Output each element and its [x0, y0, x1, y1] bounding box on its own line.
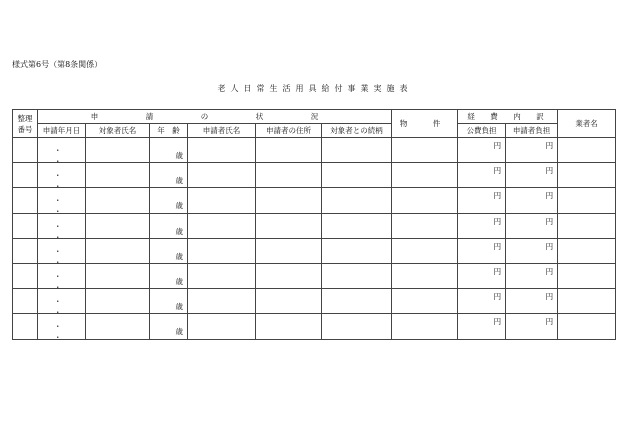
header-shinseisha-futan: 申請者負担 [506, 124, 558, 138]
cell-shinseisha-address [256, 213, 322, 238]
cell-bukken [392, 213, 458, 238]
cell-gyosha [558, 289, 616, 314]
age-unit: 歳 [175, 201, 183, 211]
table-row [13, 314, 616, 339]
cell-seiri-no [13, 138, 38, 163]
cell-shinseisha-name [188, 138, 256, 163]
cell-shinseisha-name [188, 163, 256, 188]
cell-shinseisha-futan [506, 263, 558, 288]
cell-shinseisha-address [256, 138, 322, 163]
yen-unit: 円 [493, 266, 502, 276]
cell-zokugara [322, 314, 392, 339]
cell-nenrei [150, 163, 188, 188]
cell-seiri-no [13, 263, 38, 288]
cell-nenrei [150, 238, 188, 263]
cell-gyosha [558, 263, 616, 288]
cell-zokugara [322, 138, 392, 163]
age-unit: 歳 [175, 276, 183, 286]
cell-shinsei-date [38, 263, 86, 292]
page-title: 老人日常生活用具給付事業実施表 [217, 84, 413, 93]
table-row [13, 138, 616, 163]
cell-shinsei-date [38, 289, 86, 318]
cell-shinseisha-futan [506, 213, 558, 238]
date-dots: ・ ・ [54, 171, 70, 192]
yen-unit: 円 [545, 166, 554, 176]
cell-shinseisha-futan [506, 188, 558, 213]
cell-shinseisha-name [188, 289, 256, 314]
yen-unit: 円 [545, 216, 554, 226]
cell-shinseisha-address [256, 163, 322, 188]
cell-nenrei [150, 138, 188, 163]
yen-unit: 円 [493, 216, 502, 226]
cell-kohi [458, 314, 506, 339]
cell-taishosha-name [86, 314, 150, 339]
cell-gyosha [558, 213, 616, 238]
cell-kohi [458, 138, 506, 163]
cell-seiri-no [13, 314, 38, 339]
header-zokugara: 対象者との続柄 [322, 124, 392, 138]
date-dots: ・ ・ [54, 271, 70, 292]
header-shinsei-jokyo: 申 請 の 状 況 [38, 110, 392, 124]
yen-unit: 円 [493, 191, 502, 201]
date-dots: ・ ・ [54, 297, 70, 318]
cell-shinseisha-address [256, 238, 322, 263]
cell-gyosha [558, 163, 616, 188]
cell-bukken [392, 263, 458, 288]
age-unit: 歳 [175, 302, 183, 312]
cell-zokugara [322, 289, 392, 314]
cell-shinsei-date [38, 314, 86, 343]
cell-kohi [458, 213, 506, 238]
cell-shinseisha-address [256, 263, 322, 288]
cell-shinseisha-name [188, 314, 256, 339]
cell-taishosha-name [86, 163, 150, 188]
cell-taishosha-name [86, 263, 150, 288]
cell-bukken [392, 163, 458, 188]
cell-bukken [392, 138, 458, 163]
header-shinseisha-address: 申請者の住所 [256, 124, 322, 138]
cell-shinsei-date [38, 163, 86, 192]
cell-shinseisha-futan [506, 138, 558, 163]
cell-bukken [392, 188, 458, 213]
age-unit: 歳 [175, 151, 183, 160]
cell-nenrei [150, 213, 188, 238]
cell-gyosha [558, 138, 616, 163]
header-bukken: 物 件 [392, 110, 458, 138]
cell-zokugara [322, 213, 392, 238]
cell-bukken [392, 238, 458, 263]
cell-shinsei-date [38, 213, 86, 242]
cell-taishosha-name [86, 138, 150, 163]
cell-nenrei [150, 289, 188, 314]
cell-kohi [458, 238, 506, 263]
yen-unit: 円 [545, 266, 554, 276]
cell-zokugara [322, 188, 392, 213]
cell-shinsei-date [38, 188, 86, 217]
age-unit: 歳 [175, 226, 183, 236]
header-shinseisha-name: 申請者氏名 [188, 124, 256, 138]
header-taishosha-name: 対象者氏名 [86, 124, 150, 138]
yen-unit: 円 [493, 241, 502, 251]
table-row [13, 289, 616, 314]
header-keihi-uchiwake: 経 費 内 訳 [458, 110, 558, 124]
date-dots: ・ ・ [54, 196, 70, 217]
cell-kohi [458, 163, 506, 188]
header-seiri-no: 整理 番号 [13, 110, 38, 138]
header-shinsei-date: 申請年月日 [38, 124, 86, 138]
age-unit: 歳 [175, 176, 183, 186]
cell-shinsei-date [38, 238, 86, 267]
cell-zokugara [322, 163, 392, 188]
cell-seiri-no [13, 213, 38, 238]
cell-seiri-no [13, 289, 38, 314]
yen-unit: 円 [493, 166, 502, 176]
cell-shinseisha-address [256, 188, 322, 213]
form-number: 様式第6号（第8条関係） [12, 60, 103, 69]
yen-unit: 円 [545, 292, 554, 302]
cell-taishosha-name [86, 238, 150, 263]
cell-kohi [458, 188, 506, 213]
yen-unit: 円 [493, 141, 502, 150]
cell-nenrei [150, 314, 188, 339]
cell-shinseisha-name [188, 238, 256, 263]
yen-unit: 円 [493, 292, 502, 302]
cell-shinseisha-name [188, 213, 256, 238]
yen-unit: 円 [545, 317, 554, 327]
yen-unit: 円 [545, 241, 554, 251]
cell-seiri-no [13, 188, 38, 213]
cell-shinseisha-futan [506, 289, 558, 314]
header-kohi: 公費負担 [458, 124, 506, 138]
cell-shinseisha-name [188, 188, 256, 213]
date-dots: ・ ・ [54, 221, 70, 242]
table-row [13, 188, 616, 213]
cell-zokugara [322, 263, 392, 288]
table-row [13, 238, 616, 263]
cell-shinseisha-address [256, 289, 322, 314]
yen-unit: 円 [545, 141, 554, 150]
cell-taishosha-name [86, 289, 150, 314]
cell-nenrei [150, 263, 188, 288]
cell-shinseisha-name [188, 263, 256, 288]
cell-taishosha-name [86, 188, 150, 213]
cell-gyosha [558, 188, 616, 213]
date-dots: ・ ・ [54, 322, 70, 343]
yen-unit: 円 [493, 317, 502, 327]
cell-shinsei-date [38, 138, 86, 166]
cell-shinseisha-futan [506, 314, 558, 339]
cell-bukken [392, 289, 458, 314]
header-gyosha: 業者名 [558, 110, 616, 138]
cell-shinseisha-futan [506, 163, 558, 188]
date-dots: ・ ・ [54, 246, 70, 267]
cell-seiri-no [13, 163, 38, 188]
cell-kohi [458, 263, 506, 288]
table-row [13, 263, 616, 288]
table-row [13, 213, 616, 238]
cell-seiri-no [13, 238, 38, 263]
cell-taishosha-name [86, 213, 150, 238]
cell-bukken [392, 314, 458, 339]
cell-gyosha [558, 314, 616, 339]
cell-nenrei [150, 188, 188, 213]
date-dots: ・ ・ [54, 146, 70, 166]
cell-shinseisha-futan [506, 238, 558, 263]
cell-shinseisha-address [256, 314, 322, 339]
cell-zokugara [322, 238, 392, 263]
cell-gyosha [558, 238, 616, 263]
cell-kohi [458, 289, 506, 314]
age-unit: 歳 [175, 327, 183, 337]
age-unit: 歳 [175, 251, 183, 261]
header-nenrei: 年 齢 [150, 124, 188, 138]
yen-unit: 円 [545, 191, 554, 201]
table-row [13, 163, 616, 188]
implementation-table [12, 109, 616, 343]
